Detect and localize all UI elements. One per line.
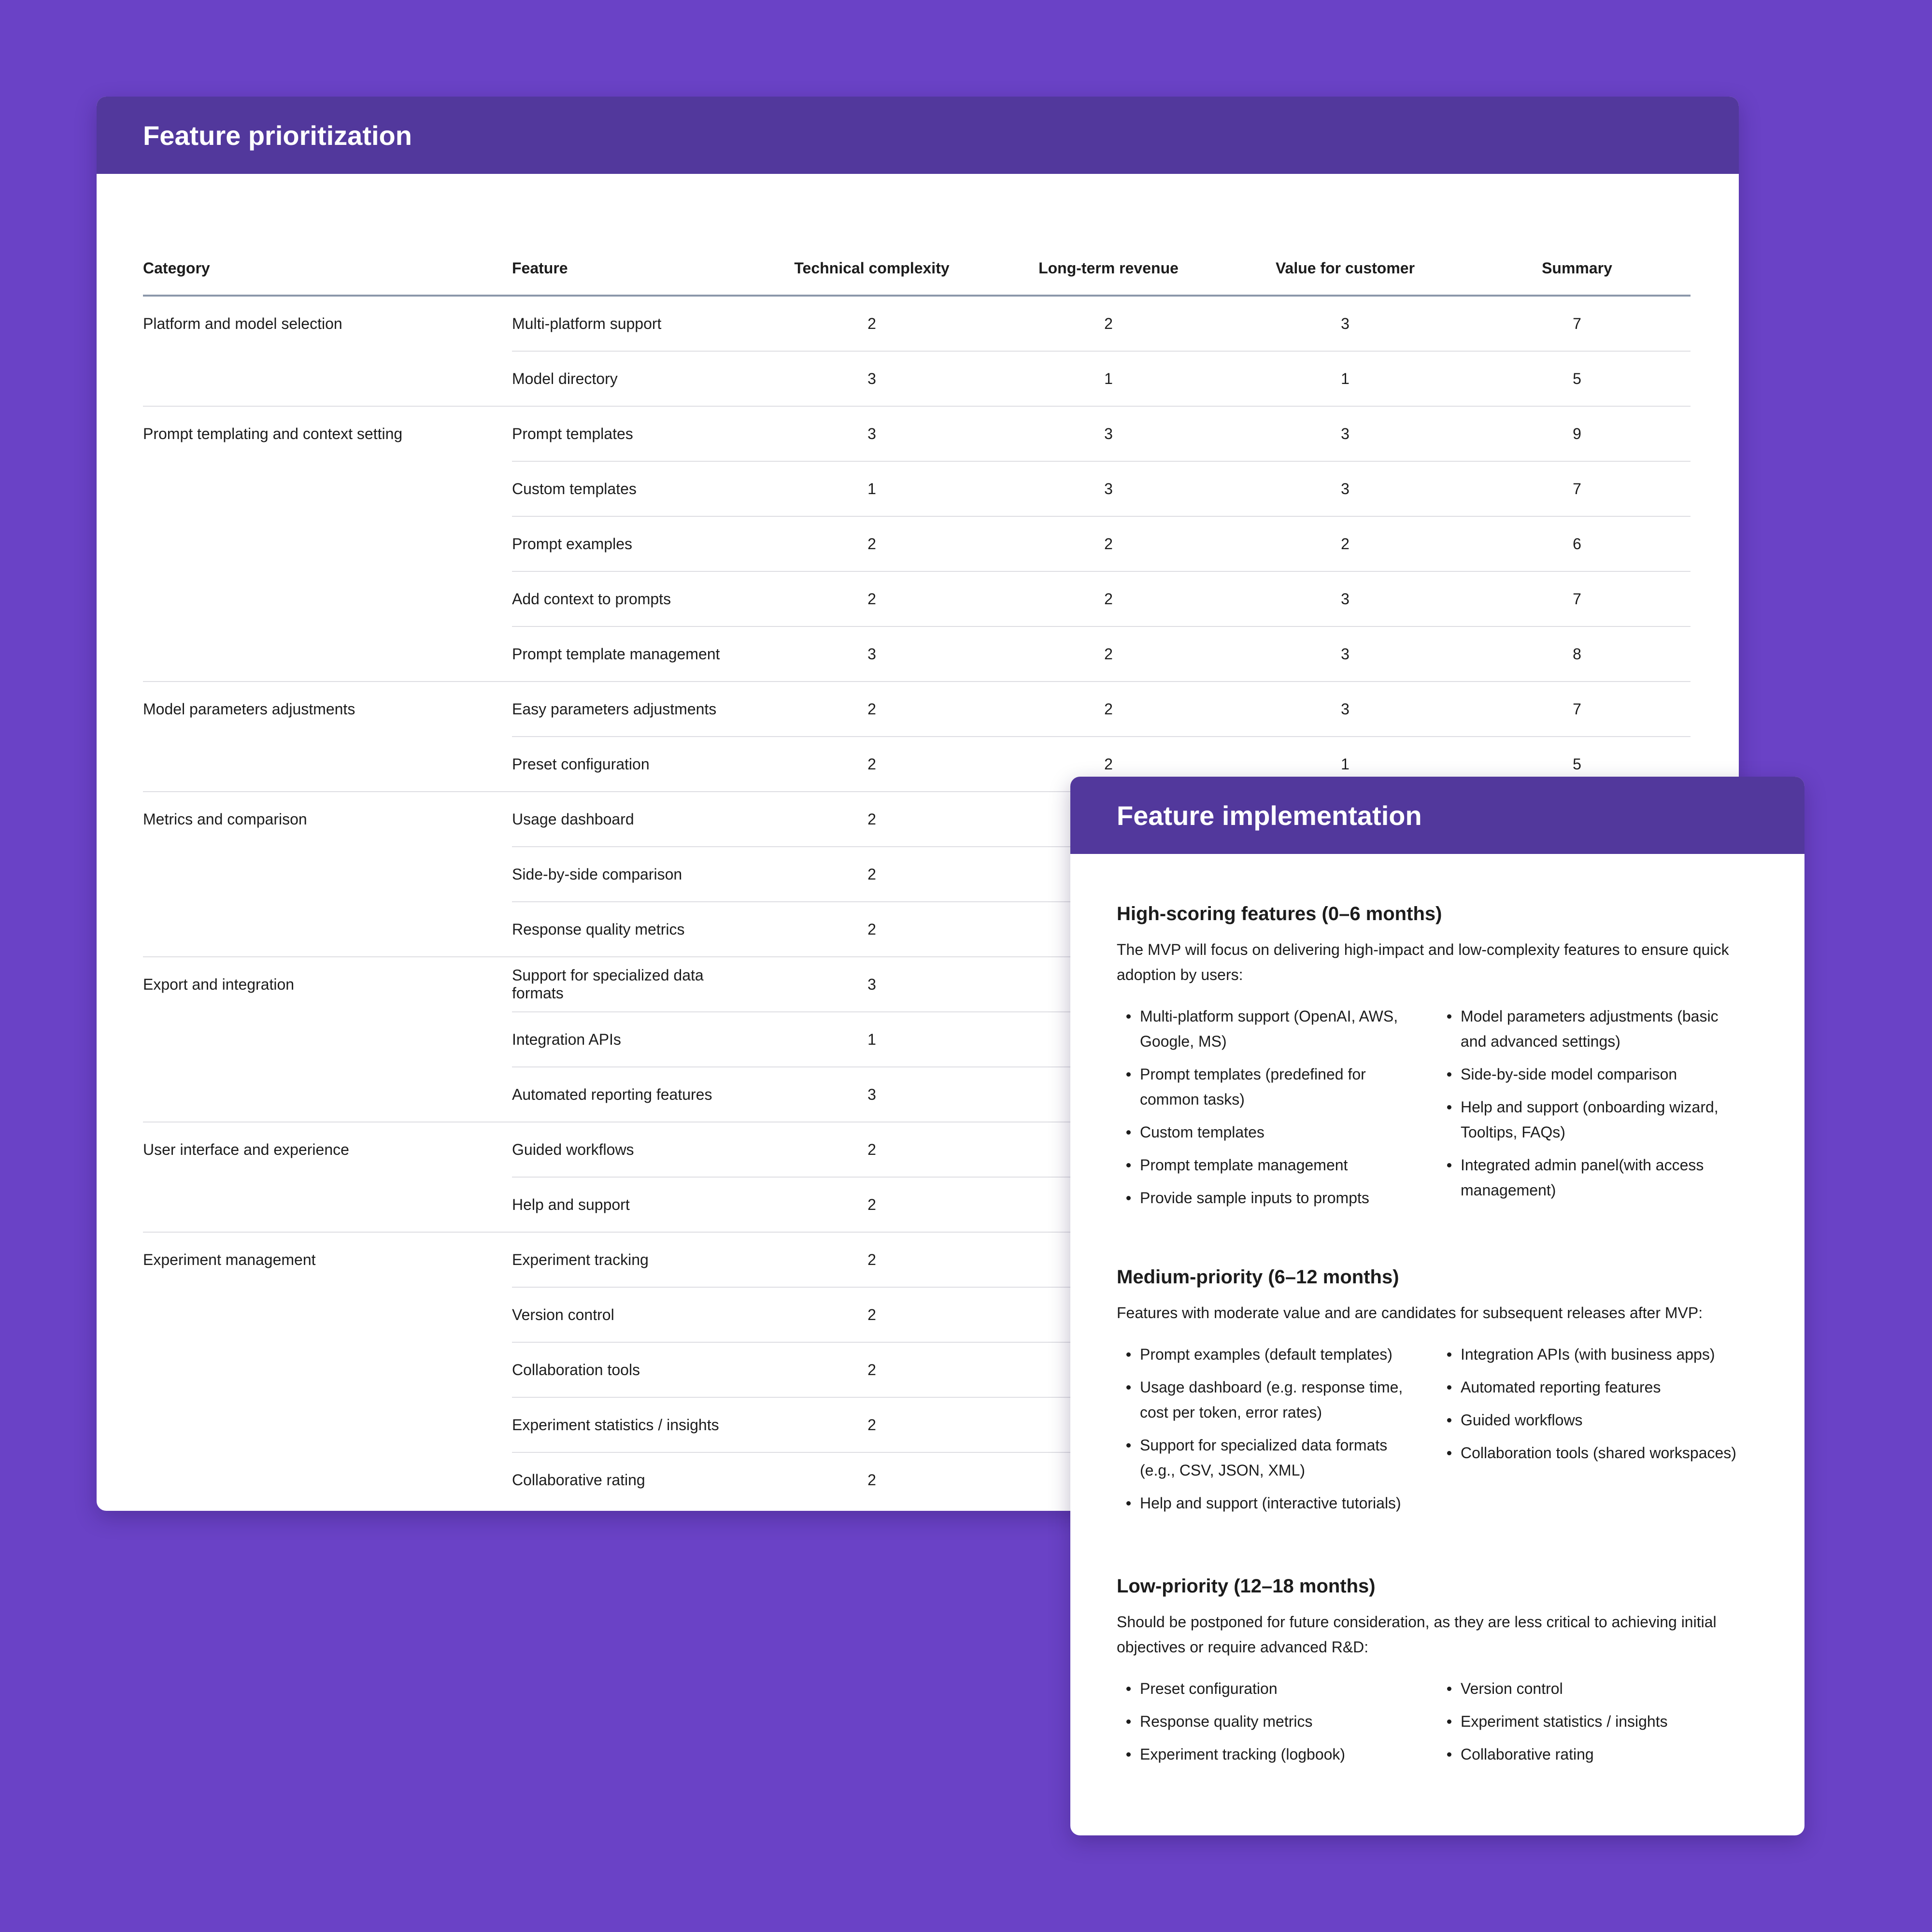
summary-cell: 7 (1463, 682, 1690, 737)
list-item: Preset configuration (1117, 1676, 1437, 1701)
section-low-priority (1117, 1574, 1762, 1775)
feature-list-left (1117, 1342, 1437, 1523)
section-description: The MVP will focus on delivering high-impact and low-complexity features to ensure quick adoption by users: (1117, 941, 1729, 983)
summary-cell: 7 (1463, 571, 1690, 626)
list-item: Support for specialized data formats (e.g., CSV, JSON, XML) (1117, 1433, 1437, 1483)
technical-complexity-cell: 3 (753, 957, 990, 1012)
feature-cell: Custom templates (512, 461, 753, 516)
technical-complexity-cell: 2 (753, 1177, 990, 1232)
value-for-customer-cell: 1 (1227, 737, 1463, 792)
feature-cell: Prompt templates (512, 406, 753, 461)
table-row (143, 406, 1690, 461)
long-term-revenue-cell: 3 (990, 406, 1227, 461)
list-item: Prompt templates (predefined for common tasks) (1117, 1062, 1437, 1112)
table-row (143, 682, 1690, 737)
value-for-customer-cell: 3 (1227, 682, 1463, 737)
list-item: Experiment statistics / insights (1437, 1709, 1758, 1734)
feature-cell: Help and support (512, 1177, 753, 1232)
table-header-row (143, 242, 1690, 296)
value-for-customer-cell: 3 (1227, 461, 1463, 516)
summary-cell: 8 (1463, 626, 1690, 682)
col-header-feature: Feature (512, 242, 753, 296)
feature-cell: Multi-platform support (512, 296, 753, 351)
summary-cell: 7 (1463, 461, 1690, 516)
technical-complexity-cell: 1 (753, 461, 990, 516)
feature-cell: Usage dashboard (512, 792, 753, 847)
technical-complexity-cell: 3 (753, 1067, 990, 1122)
technical-complexity-cell: 2 (753, 296, 990, 351)
category-cell: Model parameters adjustments (143, 682, 512, 792)
long-term-revenue-cell: 2 (990, 516, 1227, 571)
implementation-title: Feature implementation (1070, 777, 1804, 854)
category-cell: Platform and model selection (143, 296, 512, 406)
section-high-scoring (1117, 901, 1762, 1218)
technical-complexity-cell: 2 (867, 1471, 876, 1489)
feature-list-columns (1117, 1004, 1762, 1218)
feature-cell: Prompt examples (512, 516, 753, 571)
technical-complexity-cell: 3 (753, 351, 990, 406)
list-item: Integration APIs (with business apps) (1437, 1342, 1758, 1367)
feature-list-columns (1117, 1676, 1762, 1775)
feature-cell: Guided workflows (512, 1122, 753, 1177)
list-item: Usage dashboard (e.g. response time, cost per token, error rates) (1117, 1375, 1437, 1425)
technical-complexity-cell: 2 (753, 571, 990, 626)
feature-cell: Experiment tracking (512, 1232, 753, 1287)
table-row (143, 296, 1690, 351)
value-for-customer-cell: 3 (1227, 296, 1463, 351)
list-item: Collaborative rating (1437, 1742, 1758, 1767)
feature-implementation-card (1070, 777, 1804, 1835)
long-term-revenue-cell: 3 (990, 461, 1227, 516)
col-header-value-for-customer: Value for customer (1227, 242, 1463, 296)
long-term-revenue-cell: 2 (990, 737, 1227, 792)
feature-list-right (1437, 1342, 1758, 1523)
col-header-summary: Summary (1463, 242, 1690, 296)
col-header-technical-complexity: Technical complexity (753, 242, 990, 296)
technical-complexity-cell: 2 (753, 1397, 990, 1452)
feature-cell: Automated reporting features (512, 1067, 753, 1122)
list-item: Custom templates (1117, 1120, 1437, 1145)
summary-cell: 6 (1463, 516, 1690, 571)
technical-complexity-cell: 2 (753, 682, 990, 737)
value-for-customer-cell: 1 (1227, 351, 1463, 406)
feature-list-columns (1117, 1342, 1762, 1523)
technical-complexity-cell: 2 (753, 1232, 990, 1287)
category-cell: Export and integration (143, 957, 512, 1122)
feature-cell: Model directory (512, 351, 753, 406)
feature-list-left (1117, 1004, 1437, 1218)
section-description: Should be postponed for future consideration, as they are less critical to achieving initial objectives or require advanced R&D: (1117, 1613, 1717, 1656)
long-term-revenue-cell: 2 (990, 296, 1227, 351)
value-for-customer-cell: 3 (1227, 571, 1463, 626)
long-term-revenue-cell: 2 (990, 682, 1227, 737)
summary-cell: 5 (1463, 351, 1690, 406)
col-header-long-term-revenue: Long-term revenue (990, 242, 1227, 296)
section-medium-priority (1117, 1264, 1762, 1523)
section-heading: Medium-priority (6–12 months) (1117, 1266, 1399, 1288)
list-item: Guided workflows (1437, 1407, 1758, 1433)
prioritization-title: Feature prioritization (97, 97, 1739, 174)
value-for-customer-cell: 3 (1227, 406, 1463, 461)
feature-cell: Integration APIs (512, 1012, 753, 1067)
long-term-revenue-cell: 1 (990, 351, 1227, 406)
technical-complexity-cell: 1 (753, 1012, 990, 1067)
summary-cell: 5 (1463, 737, 1690, 792)
list-item: Prompt examples (default templates) (1117, 1342, 1437, 1367)
list-item: Help and support (onboarding wizard, Tooltips, FAQs) (1437, 1094, 1758, 1145)
technical-complexity-cell: 2 (753, 516, 990, 571)
list-item: Side-by-side model comparison (1437, 1062, 1758, 1087)
feature-cell: Support for specialized data formats (512, 957, 753, 1012)
list-item: Experiment tracking (logbook) (1117, 1742, 1437, 1767)
feature-cell: Prompt template management (512, 626, 753, 682)
feature-cell: Preset configuration (512, 737, 753, 792)
value-for-customer-cell: 2 (1227, 516, 1463, 571)
technical-complexity-cell: 2 (753, 1287, 990, 1342)
feature-cell: Experiment statistics / insights (512, 1397, 753, 1452)
feature-cell: Version control (512, 1287, 753, 1342)
list-item: Prompt template management (1117, 1152, 1437, 1178)
feature-cell: Add context to prompts (512, 571, 753, 626)
summary-cell: 9 (1463, 406, 1690, 461)
technical-complexity-cell: 3 (753, 406, 990, 461)
list-item: Provide sample inputs to prompts (1117, 1185, 1437, 1210)
technical-complexity-cell: 2 (753, 902, 990, 957)
category-cell: Prompt templating and context setting (143, 406, 512, 682)
list-item: Automated reporting features (1437, 1375, 1758, 1400)
value-for-customer-cell: 3 (1227, 626, 1463, 682)
feature-cell: Side-by-side comparison (512, 847, 753, 902)
category-cell: User interface and experience (143, 1122, 512, 1232)
technical-complexity-cell: 3 (753, 626, 990, 682)
technical-complexity-cell: 2 (753, 792, 990, 847)
section-heading: High-scoring features (0–6 months) (1117, 903, 1442, 924)
technical-complexity-cell: 2 (753, 1342, 990, 1397)
feature-list-right (1437, 1676, 1758, 1775)
list-item: Collaboration tools (shared workspaces) (1437, 1440, 1758, 1465)
list-item: Help and support (interactive tutorials) (1117, 1491, 1437, 1516)
feature-cell: Collaboration tools (512, 1342, 753, 1397)
col-header-category: Category (143, 242, 512, 296)
category-cell: Metrics and comparison (143, 792, 512, 957)
list-item: Integrated admin panel(with access management) (1437, 1152, 1758, 1203)
section-heading: Low-priority (12–18 months) (1117, 1576, 1376, 1597)
section-description: Features with moderate value and are candidates for subsequent releases after MVP: (1117, 1304, 1703, 1321)
technical-complexity-cell: 2 (753, 1122, 990, 1177)
feature-cell: Collaborative rating (512, 1471, 645, 1489)
long-term-revenue-cell: 2 (990, 571, 1227, 626)
long-term-revenue-cell: 2 (990, 626, 1227, 682)
list-item: Multi-platform support (OpenAI, AWS, Google, MS) (1117, 1004, 1437, 1054)
feature-cell: Easy parameters adjustments (512, 682, 753, 737)
feature-list-right (1437, 1004, 1758, 1218)
technical-complexity-cell: 2 (753, 847, 990, 902)
list-item: Model parameters adjustments (basic and advanced settings) (1437, 1004, 1758, 1054)
list-item: Version control (1437, 1676, 1758, 1701)
category-cell: Experiment management (143, 1251, 316, 1268)
technical-complexity-cell: 2 (753, 737, 990, 792)
feature-cell: Response quality metrics (512, 902, 753, 957)
feature-list-left (1117, 1676, 1437, 1775)
list-item: Response quality metrics (1117, 1709, 1437, 1734)
summary-cell: 7 (1463, 296, 1690, 351)
